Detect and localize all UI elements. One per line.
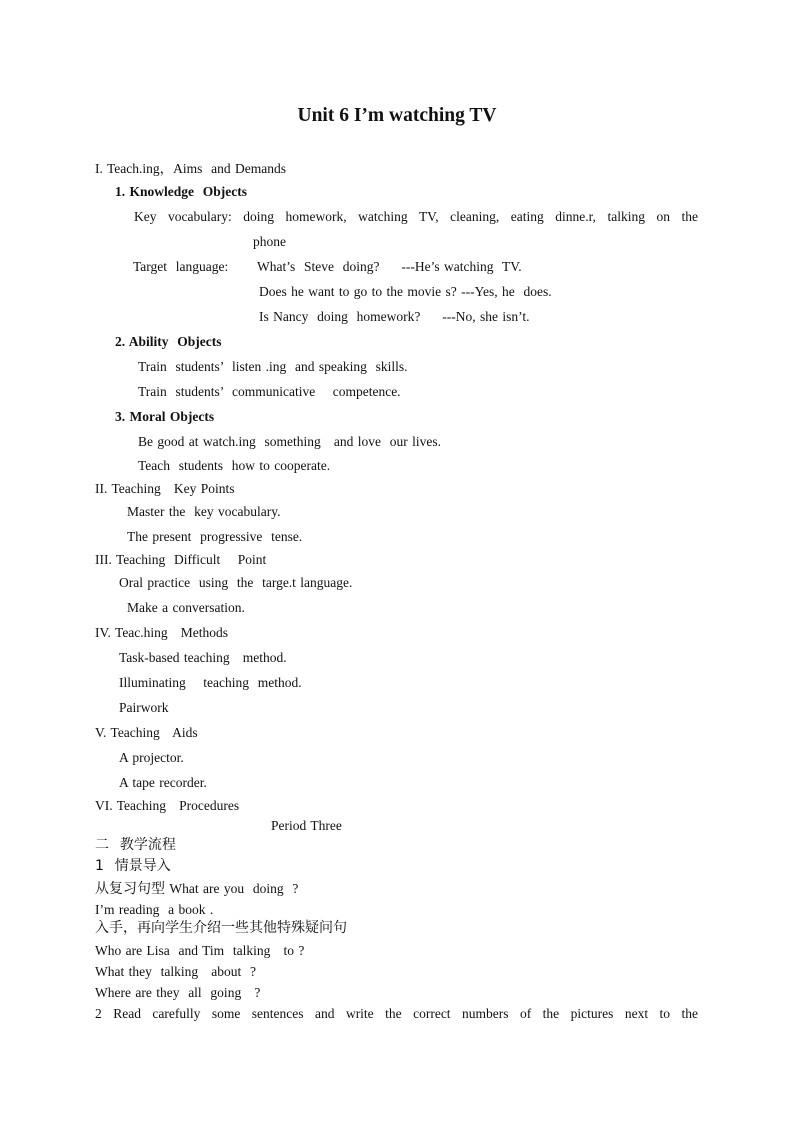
key-points-line-2: The present progressive tense.: [127, 529, 303, 544]
procedure-line-a: [95, 880, 298, 898]
section-heading-procedures: VI. Teaching Procedures: [95, 798, 240, 813]
page-title: Unit 6 I’m watching TV: [297, 105, 497, 126]
moral-line-1: Be good at watch.ing something and love our lives.: [138, 434, 441, 449]
procedure-line-b: I’m reading a book .: [95, 902, 214, 917]
section-heading-aids: V. Teaching Aids: [95, 725, 198, 740]
procedure-line-a-en: What are you doing ?: [165, 881, 299, 896]
target-language-line-2: Does he want to go to the movie s? ---Yes, he does.: [259, 284, 552, 299]
aids-line-2: A tape recorder.: [119, 775, 207, 790]
subheading-ability: 2. Ability Objects: [115, 334, 222, 349]
difficult-point-line-2: Make a conversation.: [127, 600, 245, 615]
procedure-line-f: Where are they all going ?: [95, 985, 261, 1000]
procedure-line-e: What they talking about ?: [95, 964, 256, 979]
key-vocabulary-line: Key vocabulary: doing homework, watching TV, cleaning, eating dinne.r, talking on the: [134, 209, 698, 224]
section-heading-aims: I. Teach.ing，Aims and Demands: [95, 161, 287, 176]
section-heading-methods: IV. Teac.hing Methods: [95, 625, 229, 640]
methods-line-1: Task-based teaching method.: [119, 650, 287, 665]
ability-line-2: Train students’ communicative competence.: [138, 384, 401, 399]
ability-line-1: Train students’ listen .ing and speaking skills.: [138, 359, 408, 374]
procedure-heading: 二 教学流程: [95, 837, 176, 853]
key-vocabulary-continuation: phone: [253, 234, 286, 249]
subheading-knowledge: 1. Knowledge Objects: [115, 184, 247, 199]
target-language-label: Target language:: [133, 259, 229, 274]
procedure-step-1: 1 情景导入: [95, 858, 171, 874]
section-heading-key-points: II. Teaching Key Points: [95, 481, 235, 496]
procedure-line-c: 入手，再向学生介绍一些其他特殊疑问句: [95, 920, 347, 936]
difficult-point-line-1: Oral practice using the targe.t language.: [119, 575, 353, 590]
period-label: Period Three: [271, 818, 342, 833]
target-language-line-3: Is Nancy doing homework? ---No, she isn’t.: [259, 309, 530, 324]
methods-line-2: Illuminating teaching method.: [119, 675, 302, 690]
procedure-line-d: Who are Lisa and Tim talking to ?: [95, 943, 305, 958]
section-heading-difficult-point: III. Teaching Difficult Point: [95, 552, 267, 567]
procedure-line-g: 2 Read carefully some sentences and write the correct numbers of the pictures next to the: [95, 1006, 698, 1021]
subheading-moral: 3. Moral Objects: [115, 409, 215, 424]
procedure-line-a-zh: 从复习句型: [95, 881, 165, 897]
key-points-line-1: Master the key vocabulary.: [127, 504, 281, 519]
methods-line-3: Pairwork: [119, 700, 169, 715]
target-language-line-1: What’s Steve doing? ---He’s watching TV.: [257, 259, 522, 274]
moral-line-2: Teach students how to cooperate.: [138, 458, 331, 473]
aids-line-1: A projector.: [119, 750, 184, 765]
